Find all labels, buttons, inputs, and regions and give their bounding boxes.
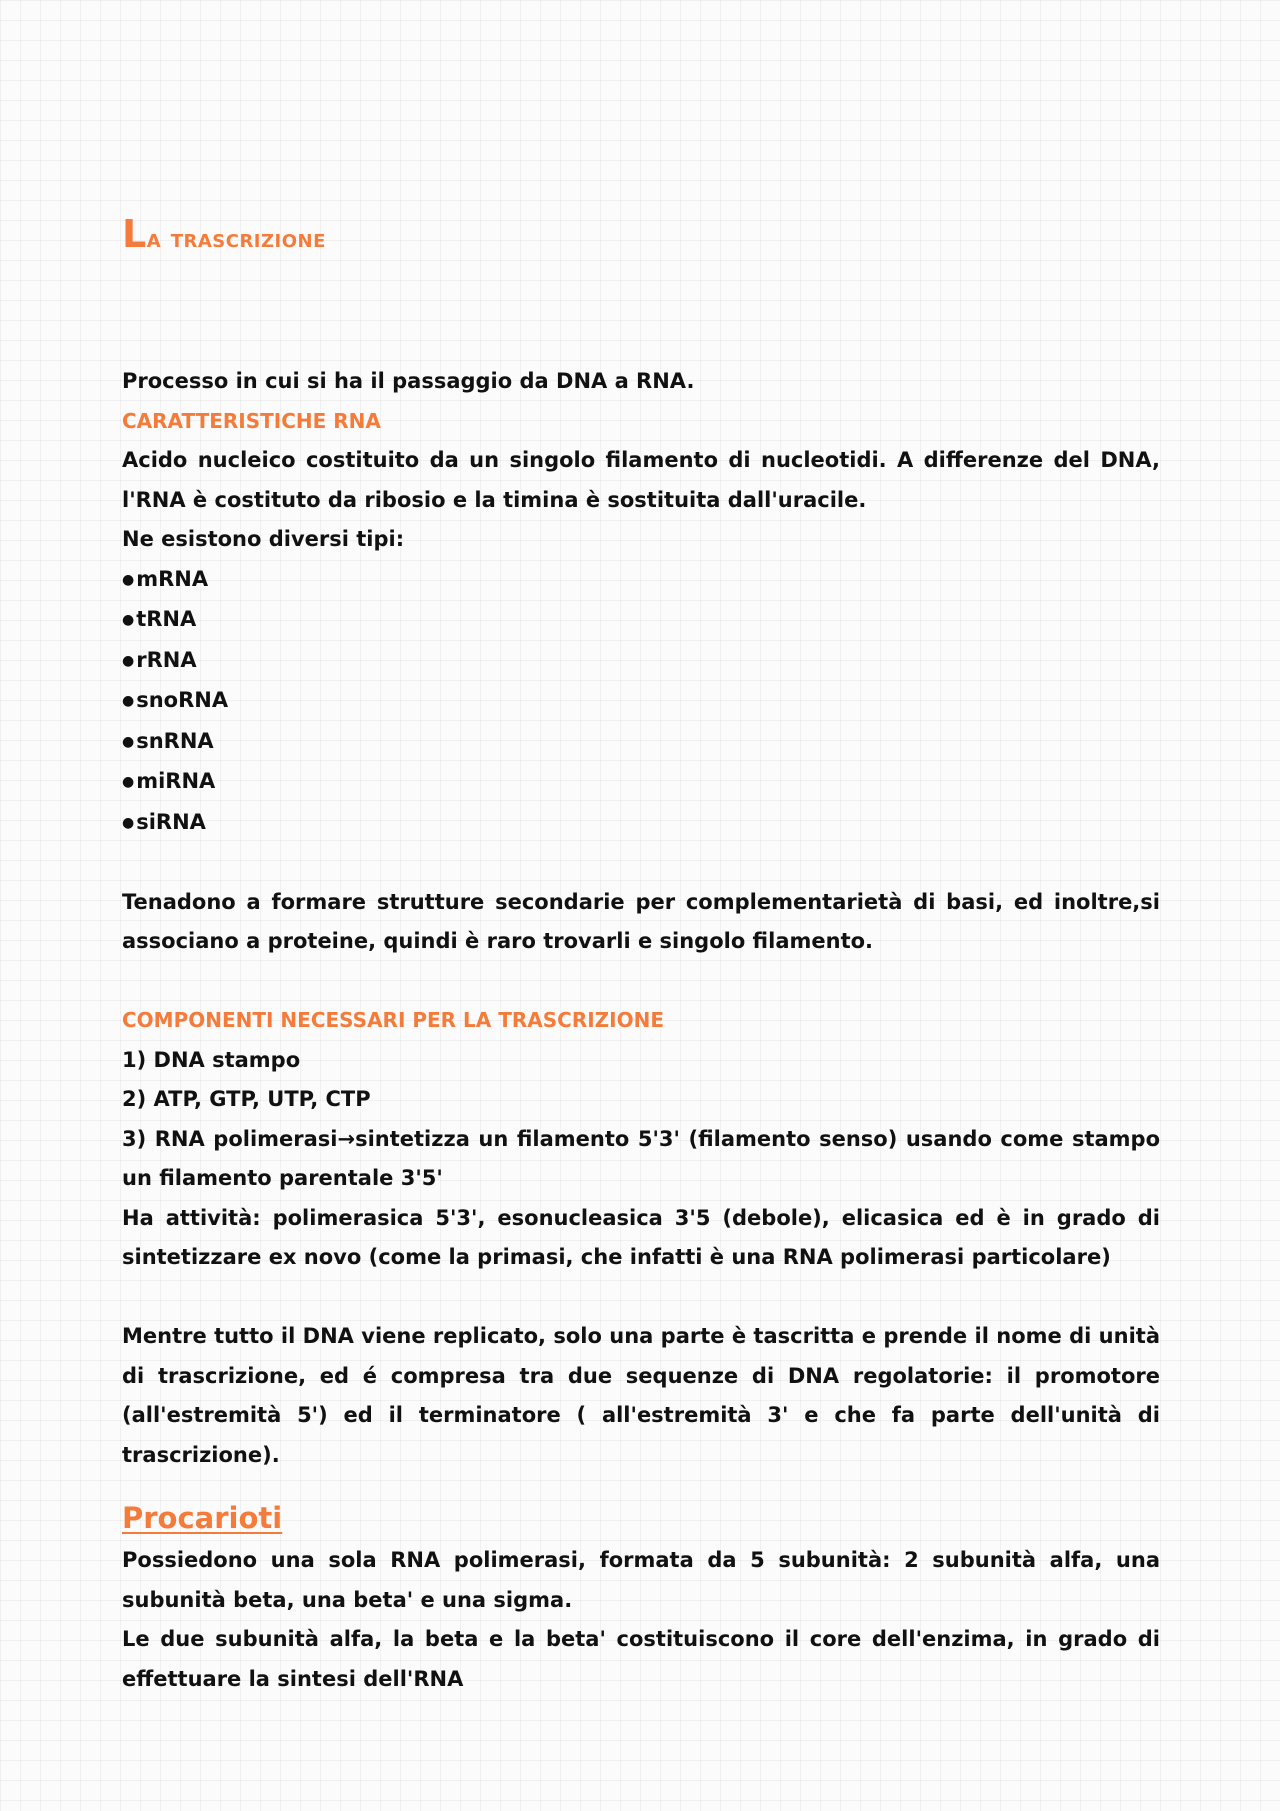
prokaryotes-paragraph-2: Le due subunità alfa, la beta e la beta' costituiscono il core dell'enzima, in grado di effettuare la sintesi dell'RNA	[122, 1627, 1160, 1691]
components-section-heading: COMPONENTI NECESSARI PER LA TRASCRIZIONE	[122, 1008, 665, 1032]
list-item: ● rRNA	[122, 641, 1160, 682]
list-item: ● tRNA	[122, 600, 1160, 641]
transcription-unit-paragraph: Mentre tutto il DNA viene replicato, solo una parte è tascritta e prende il nome di unità di trascrizione, ed é compresa tra due sequenze di DNA regolatorie: il promotore (all'estremità 5') ed il terminatore ( all'estremità 3' e che fa parte dell'unità di trascrizione).	[122, 1324, 1160, 1467]
page-title	[122, 212, 326, 256]
list-item: ● siRNA	[122, 803, 1160, 844]
rna-secondary-structure-note: Tenadono a formare strutture secondarie per complementarietà di basi, ed inoltre,si associano a proteine, quindi è raro trovarli e singolo filamento.	[122, 889, 1160, 953]
spacer	[122, 1475, 1160, 1495]
notes-page	[122, 0, 1160, 1811]
list-item: ● miRNA	[122, 762, 1160, 803]
spacer	[122, 962, 1160, 1002]
rna-types-list	[122, 560, 1160, 844]
spacer	[122, 843, 1160, 883]
list-item: ● snoRNA	[122, 681, 1160, 722]
component-item: 1) DNA stampo	[122, 1047, 301, 1072]
polymerase-activity: Ha attività: polimerasica 5'3', esonucleasica 3'5 (debole), elicasica ed è in grado di sintetizzare ex novo (come la primasi, che infatti è una RNA polimerasi particolare)	[122, 1205, 1160, 1269]
prokaryotes-heading: Procarioti	[122, 1501, 283, 1535]
list-item: ● mRNA	[122, 560, 1160, 601]
component-item: 3) RNA polimerasi→sintetizza un filamento 5'3' (filamento senso) usando come stampo un filamento parentale 3'5'	[122, 1126, 1160, 1190]
rna-types-intro: Ne esistono diversi tipi:	[122, 527, 405, 551]
list-item: ● snRNA	[122, 722, 1160, 763]
page-title-initial: L	[122, 212, 147, 256]
component-item: 2) ATP, GTP, UTP, CTP	[122, 1087, 371, 1111]
intro-line: Processo in cui si ha il passaggio da DNA a RNA.	[122, 369, 695, 393]
notes-body	[122, 362, 1160, 1699]
page-title-rest: a trascrizione	[146, 224, 326, 254]
rna-section-heading: CARATTERISTICHE RNA	[122, 408, 381, 433]
spacer	[122, 1278, 1160, 1318]
rna-description: Acido nucleico costituito da un singolo filamento di nucleotidi. A differenze del DNA, l'RNA è costituto da ribosio e la timina è sostituita dall'uracile.	[122, 448, 1160, 512]
prokaryotes-paragraph-1: Possiedono una sola RNA polimerasi, formata da 5 subunità: 2 subunità alfa, una subunità beta, una beta' e una sigma.	[122, 1548, 1160, 1612]
